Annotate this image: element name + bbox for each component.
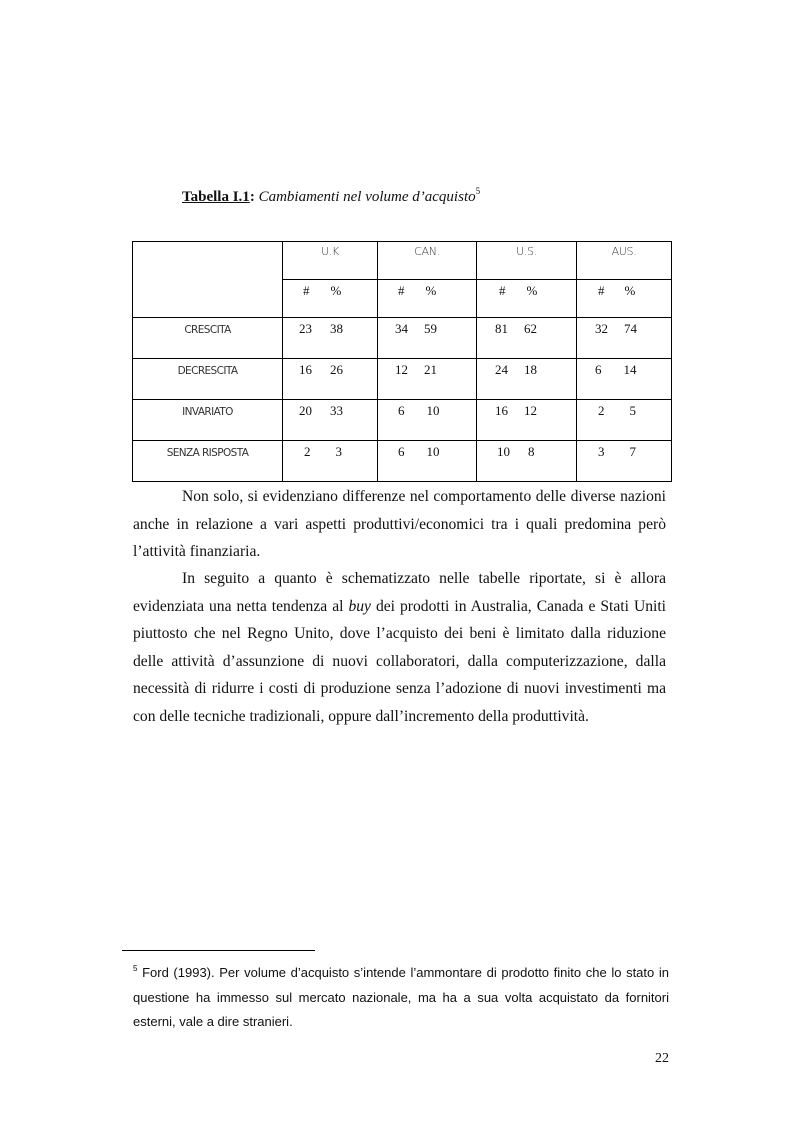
percent-value: 5 — [629, 403, 636, 418]
count-value: 6 — [595, 362, 602, 377]
percent-value: 62 — [524, 321, 537, 336]
country-us: U.S. — [477, 242, 577, 280]
country-aus: AUS. — [577, 242, 672, 280]
unit-pct: % — [624, 283, 636, 298]
count-value: 6 — [398, 403, 405, 418]
unit-cell — [283, 280, 378, 318]
p2-text-start: In seguito a quanto è schematizzato nelle tabelle riportate, si è allora evidenziata una netta tendenza al — [133, 570, 666, 615]
unit-pct: % — [526, 283, 538, 298]
percent-value: 10 — [426, 444, 440, 459]
footnote — [133, 957, 669, 1035]
value-cell — [577, 359, 672, 400]
count-value: 20 — [299, 403, 312, 418]
value-cell — [283, 359, 378, 400]
count-value: 32 — [595, 321, 608, 336]
percent-value: 74 — [624, 321, 637, 336]
percent-value: 14 — [623, 362, 637, 377]
country-can: CAN. — [378, 242, 477, 280]
row-label: DECRESCITA — [133, 359, 283, 400]
percent-value: 59 — [424, 321, 437, 336]
value-cell — [283, 441, 378, 482]
table-caption — [182, 186, 480, 206]
percent-value: 12 — [524, 403, 537, 418]
count-value: 6 — [398, 444, 405, 459]
unit-hash: # — [303, 283, 310, 298]
caption-title: Cambiamenti nel volume d’acquisto — [254, 189, 476, 205]
percent-value: 3 — [335, 444, 342, 459]
value-cell — [477, 400, 577, 441]
body-paragraph-1: Non solo, si evidenziano differenze nel comportamento delle diverse nazioni anche in relazione a vari aspetti produttivi/economici tra i quali predomina però l’attività finanziaria. — [133, 488, 666, 561]
percent-value: 10 — [426, 403, 440, 418]
percent-value: 18 — [524, 362, 537, 377]
table-row — [133, 318, 672, 359]
value-cell — [477, 359, 577, 400]
unit-pct: % — [330, 283, 342, 298]
footnote-number: 5 — [133, 964, 138, 973]
percent-value: 26 — [330, 362, 343, 377]
count-value: 16 — [495, 403, 508, 418]
table-row — [133, 441, 672, 482]
footnote-separator — [122, 950, 315, 951]
unit-hash: # — [499, 283, 506, 298]
count-value: 12 — [395, 362, 408, 377]
table-row — [133, 359, 672, 400]
count-value: 3 — [598, 444, 605, 459]
count-value: 24 — [495, 362, 508, 377]
count-value: 81 — [495, 321, 508, 336]
count-value: 10 — [497, 444, 510, 459]
percent-value: 21 — [424, 362, 437, 377]
value-cell — [477, 318, 577, 359]
value-cell — [378, 400, 477, 441]
value-cell — [378, 359, 477, 400]
table-header-country-row — [133, 242, 672, 280]
table-corner-cell — [133, 242, 283, 318]
unit-pct: % — [425, 283, 437, 298]
count-value: 16 — [299, 362, 312, 377]
value-cell — [577, 318, 672, 359]
unit-hash: # — [398, 283, 405, 298]
value-cell — [283, 400, 378, 441]
value-cell — [577, 400, 672, 441]
page-number: 22 — [655, 1051, 669, 1066]
footnote-text: Ford (1993). Per volume d’acquisto s’intende l’ammontare di prodotto finito che lo stato in questione ha immesso sul mercato nazionale, ma ha a sua volta acquistato da fornitori esterni, vale a dire stranieri. — [133, 965, 669, 1029]
value-cell — [477, 441, 577, 482]
caption-footnote-ref: 5 — [475, 186, 481, 196]
percent-value: 38 — [330, 321, 343, 336]
country-uk: U.K — [283, 242, 378, 280]
percent-value: 8 — [528, 444, 535, 459]
unit-cell — [477, 280, 577, 318]
unit-hash: # — [598, 283, 605, 298]
row-label: CRESCITA — [133, 318, 283, 359]
p2-italic-term: buy — [348, 597, 371, 615]
count-value: 2 — [598, 403, 605, 418]
caption-label: Tabella I.1 — [182, 189, 250, 205]
percent-value: 33 — [330, 403, 343, 418]
percent-value: 7 — [629, 444, 636, 459]
value-cell — [378, 318, 477, 359]
row-label: SENZA RISPOSTA — [133, 441, 283, 482]
value-cell — [378, 441, 477, 482]
table-row — [133, 400, 672, 441]
body-paragraph-2 — [133, 565, 666, 731]
count-value: 2 — [304, 444, 311, 459]
unit-cell — [378, 280, 477, 318]
caption-colon: : — [249, 189, 255, 205]
p2-text-end: dei prodotti in Australia, Canada e Stati Uniti piuttosto che nel Regno Unito, dove l’acquisto dei beni è limitato dalla riduzione delle attività d’assunzione di nuovi collaboratori, dalla computerizzazione, dalla necessità di ridurre i costi di produzione senza l’adozione di nuovi investimenti ma con delle tecniche tradizionali, oppure dall’incremento della produttività. — [133, 597, 666, 725]
row-label: INVARIATO — [133, 400, 283, 441]
value-cell — [283, 318, 378, 359]
purchase-volume-table — [132, 241, 672, 482]
count-value: 23 — [299, 321, 312, 336]
value-cell — [577, 441, 672, 482]
count-value: 34 — [395, 321, 408, 336]
unit-cell — [577, 280, 672, 318]
